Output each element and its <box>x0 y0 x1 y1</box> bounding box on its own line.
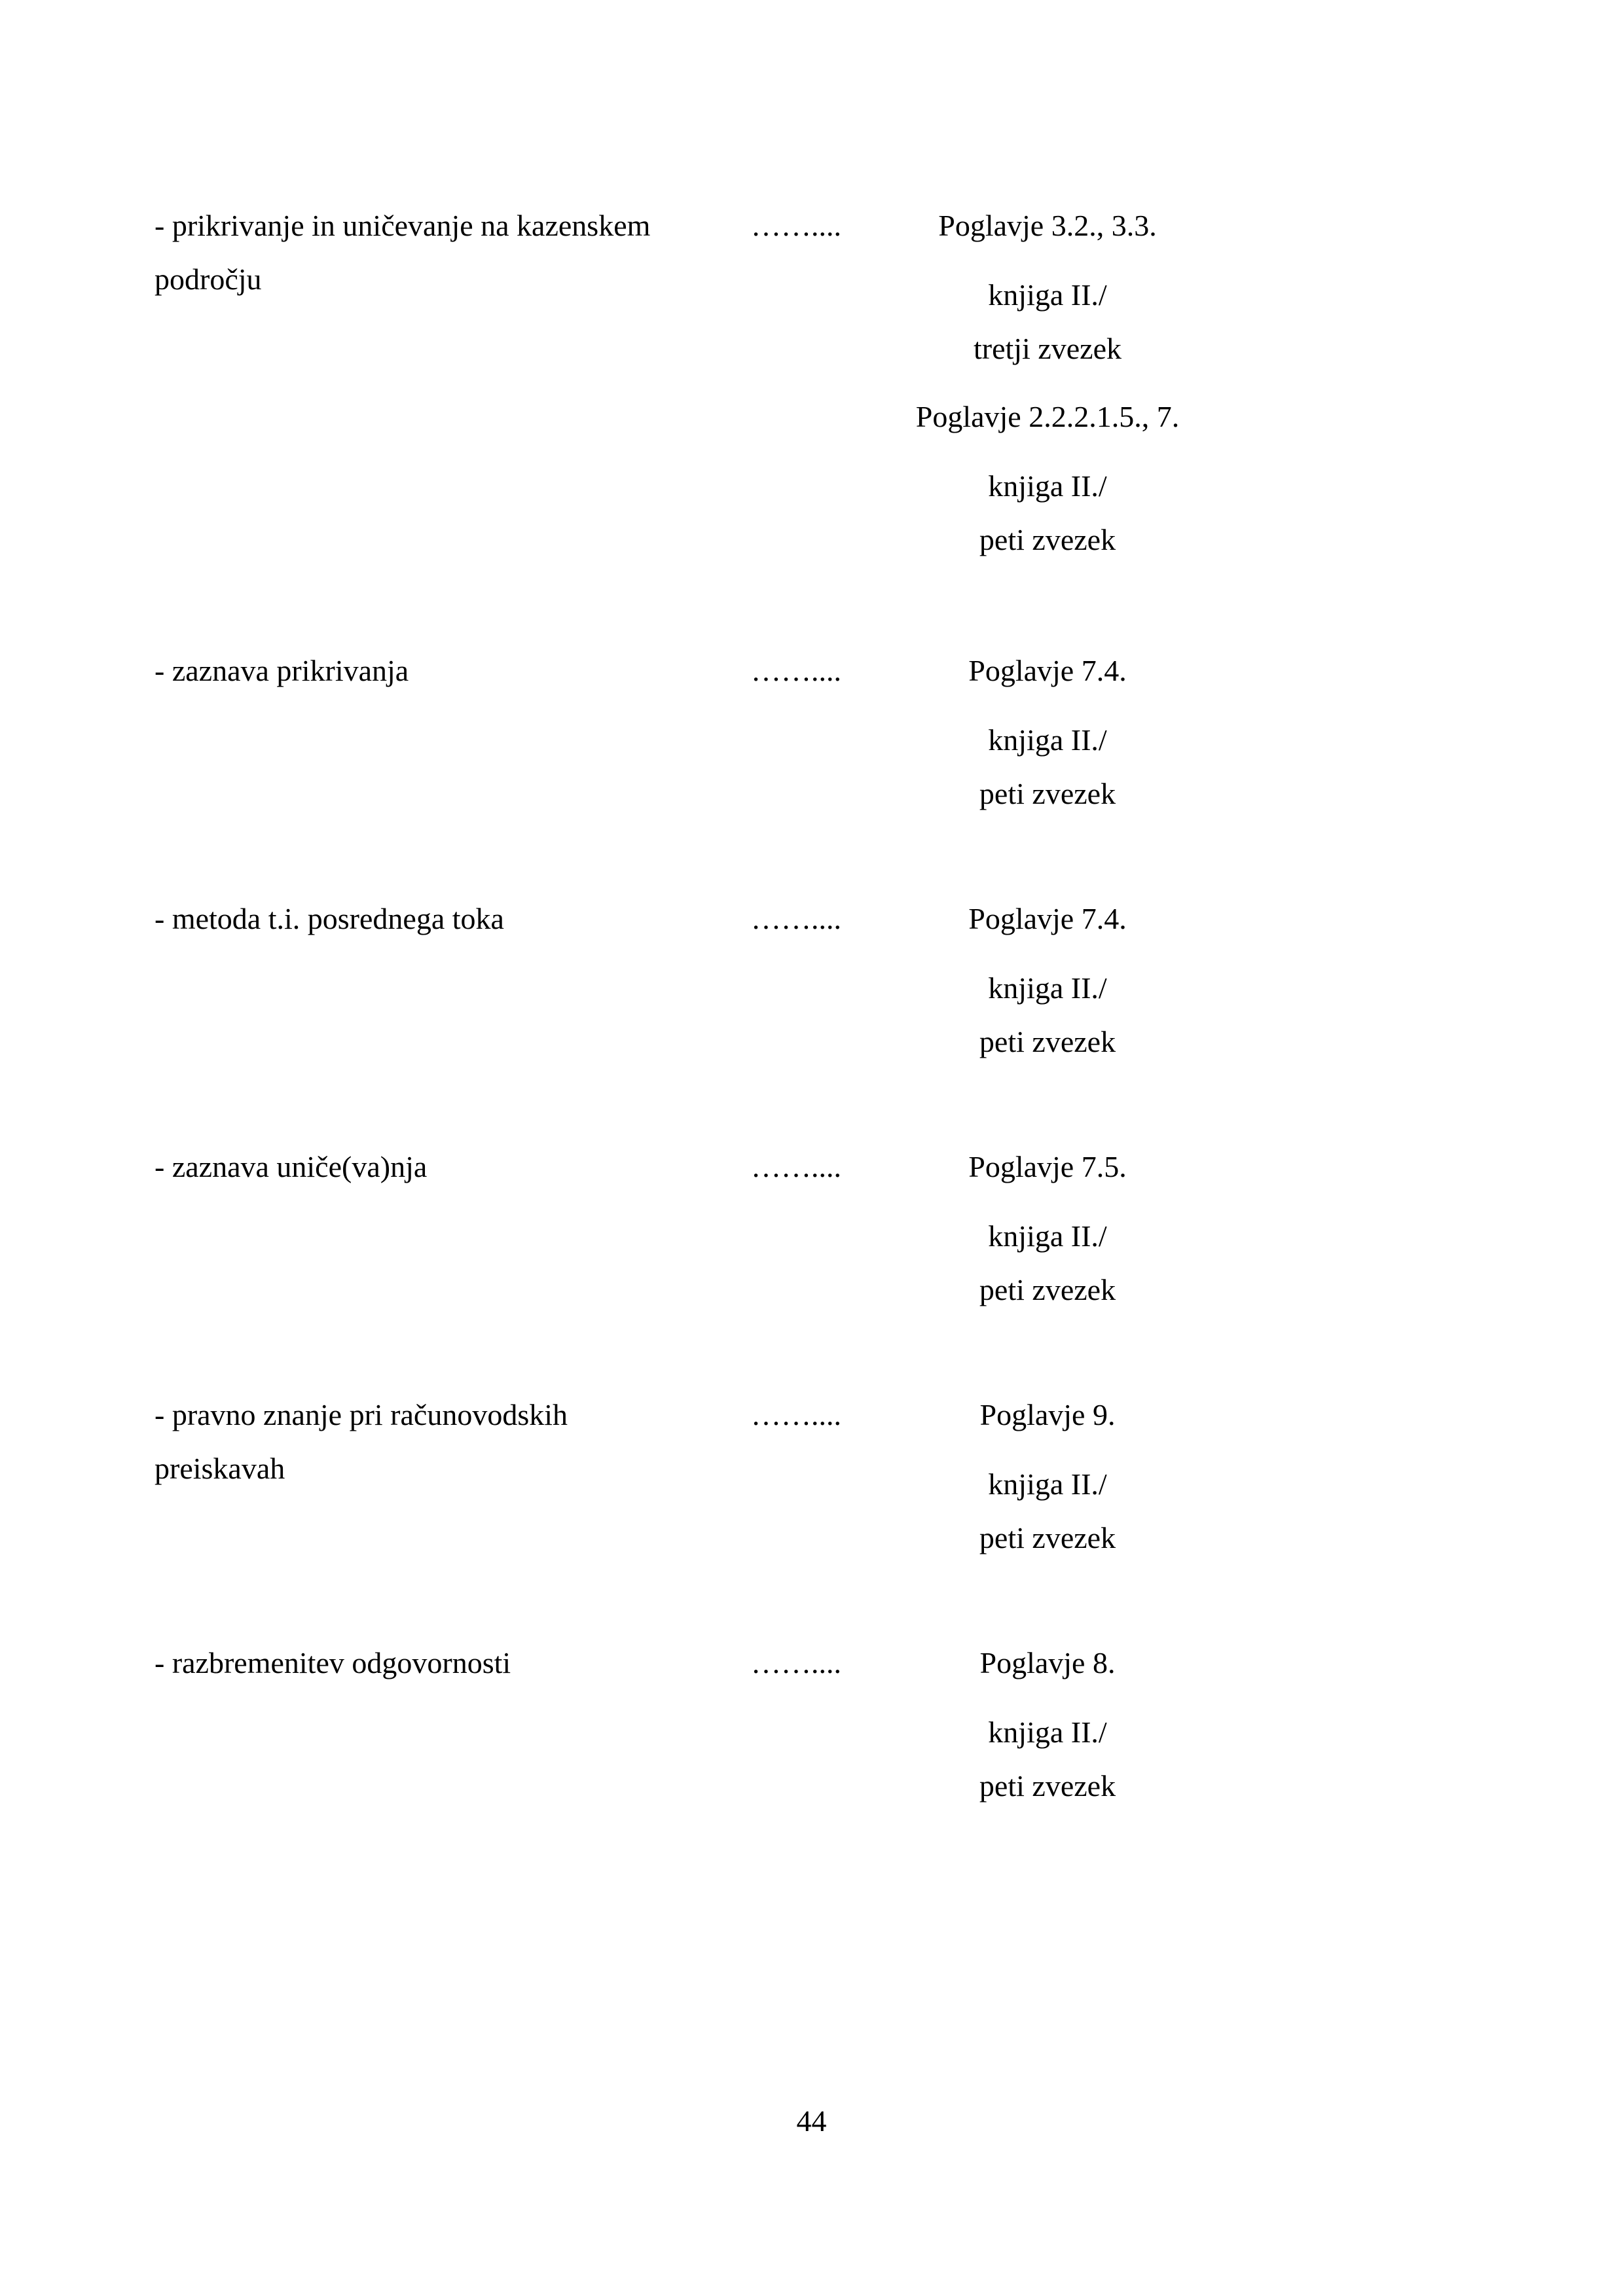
entry-term <box>155 1140 744 1194</box>
leader-dots: …….... <box>751 902 841 935</box>
leader-dots: …….... <box>751 1398 841 1431</box>
book-reference: knjiga II./ <box>988 1715 1107 1749</box>
entry-term <box>155 892 744 946</box>
volume-reference: tretji zvezek <box>973 332 1122 365</box>
reference <box>818 644 1277 821</box>
reference <box>818 1388 1277 1565</box>
entry-term-line: - zaznava uniče(va)nja <box>155 1150 428 1183</box>
entry-references <box>818 1140 1277 1317</box>
chapter-reference: Poglavje 2.2.2.1.5., 7. <box>915 400 1180 433</box>
entry-term-line: - zaznava prikrivanja <box>155 654 409 687</box>
reference <box>818 1140 1277 1317</box>
entry-references <box>818 892 1277 1069</box>
reference <box>818 892 1277 1069</box>
book-reference: knjiga II./ <box>988 723 1107 757</box>
chapter-reference: Poglavje 3.2., 3.3. <box>938 209 1157 242</box>
entry-references <box>818 644 1277 821</box>
volume-reference: peti zvezek <box>979 1769 1116 1803</box>
reference <box>818 1636 1277 1813</box>
entry-term <box>155 644 744 698</box>
chapter-reference: Poglavje 7.4. <box>968 902 1127 935</box>
volume-reference: peti zvezek <box>979 1273 1116 1306</box>
book-reference: knjiga II./ <box>988 1467 1107 1501</box>
volume-reference: peti zvezek <box>979 777 1116 810</box>
entry-term <box>155 1388 744 1496</box>
entry-term-line: - prikrivanje in uničevanje na kazenskem <box>155 209 651 242</box>
entry-references <box>818 1388 1277 1565</box>
volume-reference: peti zvezek <box>979 1521 1116 1554</box>
leader-dots: …….... <box>751 209 841 242</box>
book-reference: knjiga II./ <box>988 1219 1107 1253</box>
entry-references <box>818 1636 1277 1813</box>
book-reference: knjiga II./ <box>988 469 1107 503</box>
book-reference: knjiga II./ <box>988 278 1107 312</box>
volume-reference: peti zvezek <box>979 523 1116 556</box>
reference <box>818 390 1277 567</box>
entry-term-line: - metoda t.i. posrednega toka <box>155 902 504 935</box>
volume-reference: peti zvezek <box>979 1025 1116 1058</box>
entry-term-line: - razbremenitev odgovornosti <box>155 1646 511 1679</box>
chapter-reference: Poglavje 8. <box>979 1646 1116 1679</box>
entry-term-line: področju <box>155 262 262 296</box>
chapter-reference: Poglavje 9. <box>979 1398 1116 1431</box>
page-number: 44 <box>796 2104 827 2138</box>
entry-references <box>818 199 1277 567</box>
reference <box>818 199 1277 376</box>
book-reference: knjiga II./ <box>988 971 1107 1005</box>
entry-term <box>155 199 744 306</box>
leader-dots: …….... <box>751 654 841 687</box>
chapter-reference: Poglavje 7.4. <box>968 654 1127 687</box>
entry-term <box>155 1636 744 1690</box>
leader-dots: …….... <box>751 1646 841 1679</box>
leader-dots: …….... <box>751 1150 841 1183</box>
entry-term-line: - pravno znanje pri računovodskih <box>155 1398 568 1431</box>
chapter-reference: Poglavje 7.5. <box>968 1150 1127 1183</box>
entry-term-line: preiskavah <box>155 1452 285 1485</box>
